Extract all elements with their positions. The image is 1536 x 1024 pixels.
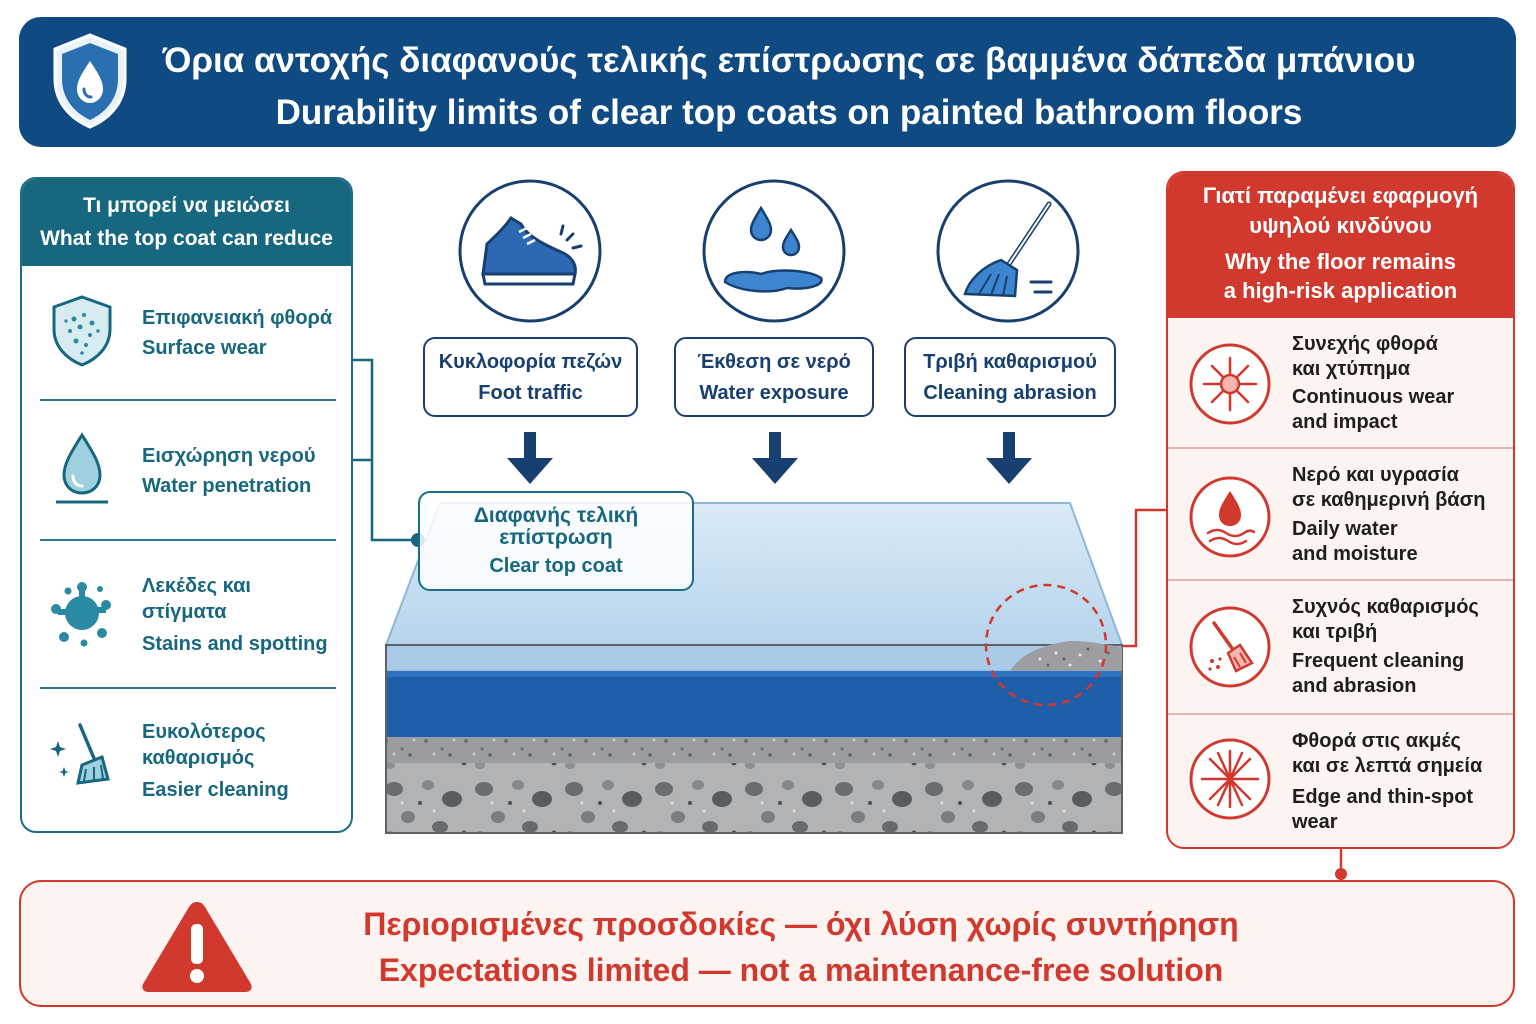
divider xyxy=(40,539,336,541)
risks-title-greek-line2: υψηλού κινδύνου xyxy=(1249,213,1432,238)
banner-greek: Περιορισμένες προσδοκίες — όχι λύση χωρίς συντήρηση xyxy=(363,906,1239,942)
risk-3-greek-line2: και τριβή xyxy=(1292,621,1378,643)
warning-banner xyxy=(19,880,1515,1007)
risks-title-english-line2: a high-risk application xyxy=(1223,278,1458,303)
coat-label-english: Clear top coat xyxy=(489,555,623,577)
risk-item-frequent-cleaning xyxy=(1168,581,1513,713)
risk-2-greek-line2: σε καθημερινή βάση xyxy=(1292,489,1486,511)
risk-1-greek-line1: Συνεχής φθορά xyxy=(1292,333,1438,355)
speckled-shield-icon xyxy=(44,293,120,369)
drop-wave-icon xyxy=(1188,475,1272,559)
risks-title-greek-line1: Γιατί παραμένει εφαρμογή xyxy=(1202,183,1479,208)
factor-2-greek: Έκθεση σε νερό xyxy=(697,351,851,373)
arrow-down-icon xyxy=(984,430,1034,486)
benefits-title-english: What the top coat can reduce xyxy=(40,227,333,250)
factor-1-greek: Κυκλοφορία πεζών xyxy=(438,351,623,373)
benefit-item-surface-wear xyxy=(22,279,351,409)
title-banner xyxy=(19,17,1516,147)
water-puddle-icon xyxy=(701,178,847,324)
risk-2-english-line2: and moisture xyxy=(1292,543,1418,565)
factor-cleaning-abrasion xyxy=(904,337,1116,417)
risk-3-english-line1: Frequent cleaning xyxy=(1292,650,1465,672)
benefit-4-greek-line2: καθαρισμός xyxy=(142,747,255,769)
risk-2-english-line1: Daily water xyxy=(1292,518,1398,540)
factor-3-english: Cleaning abrasion xyxy=(923,382,1097,404)
benefit-2-greek: Εισχώρηση νερού xyxy=(142,445,316,467)
coat-label-greek-line2: επίστρωση xyxy=(499,526,613,549)
clear-top-coat-label xyxy=(418,491,694,591)
benefit-1-greek: Επιφανειακή φθορά xyxy=(142,307,333,329)
factor-1-english: Foot traffic xyxy=(478,382,583,404)
risk-4-english-line2: wear xyxy=(1292,811,1338,833)
title-greek: Όρια αντοχής διαφανούς τελικής επίστρωσης σε βαμμένα δάπεδα μπάνιου xyxy=(162,41,1416,80)
benefit-4-greek-line1: Ευκολότερος xyxy=(142,721,266,743)
benefits-panel-header xyxy=(22,179,351,266)
impact-burst-icon xyxy=(1188,342,1272,426)
benefit-2-english: Water penetration xyxy=(142,475,312,497)
benefit-1-english: Surface wear xyxy=(142,337,267,359)
risk-4-greek-line2: και σε λεπτά σημεία xyxy=(1292,755,1483,777)
risks-panel xyxy=(1166,171,1515,849)
sparkle-broom-icon xyxy=(44,719,120,795)
stain-splat-icon xyxy=(44,575,120,651)
risk-4-greek-line1: Φθορά στις ακμές xyxy=(1292,730,1461,752)
starburst-icon xyxy=(1188,737,1272,821)
risk-item-continuous-wear xyxy=(1168,318,1513,450)
arrow-down-icon xyxy=(505,430,555,486)
benefit-item-stains xyxy=(22,557,351,687)
benefit-4-english: Easier cleaning xyxy=(142,779,289,801)
title-english: Durability limits of clear top coats on painted bathroom floors xyxy=(275,93,1303,132)
risk-1-english-line1: Continuous wear xyxy=(1292,386,1455,408)
risk-item-edge-wear xyxy=(1168,715,1513,847)
factor-foot-traffic xyxy=(423,337,638,417)
factor-water-exposure xyxy=(674,337,874,417)
risks-title-english-line1: Why the floor remains xyxy=(1224,249,1457,274)
benefit-3-greek-line1: Λεκέδες και xyxy=(142,575,251,597)
benefit-item-easier-cleaning xyxy=(22,703,351,833)
risk-item-daily-water xyxy=(1168,449,1513,581)
arrow-down-icon xyxy=(750,430,800,486)
broom-scrub-icon xyxy=(1188,605,1272,689)
risk-3-english-line2: and abrasion xyxy=(1292,675,1417,697)
shoe-icon xyxy=(457,178,603,324)
risk-1-english-line2: and impact xyxy=(1292,411,1398,433)
risk-3-greek-line1: Συχνός καθαρισμός xyxy=(1292,596,1479,618)
benefits-panel xyxy=(20,177,353,833)
benefit-3-greek-line2: στίγματα xyxy=(142,601,227,623)
factor-2-english: Water exposure xyxy=(699,382,849,404)
benefits-title-greek: Τι μπορεί να μειώσει xyxy=(83,194,290,217)
benefit-item-water-penetration xyxy=(22,411,351,541)
coat-label-greek-line1: Διαφανής τελική xyxy=(473,504,639,527)
water-drop-icon xyxy=(44,429,120,505)
risk-1-greek-line2: και χτύπημα xyxy=(1292,358,1411,380)
risk-4-english-line1: Edge and thin-spot xyxy=(1292,786,1474,808)
risk-2-greek-line1: Νερό και υγρασία xyxy=(1292,464,1459,486)
divider xyxy=(40,399,336,401)
mop-icon xyxy=(935,178,1081,324)
factor-3-greek: Τριβή καθαρισμού xyxy=(923,351,1097,373)
banner-english: Expectations limited — not a maintenance-free solution xyxy=(378,952,1224,988)
risks-panel-header xyxy=(1168,173,1513,318)
shield-water-drop-icon xyxy=(49,31,131,131)
divider xyxy=(40,687,336,689)
benefit-3-english: Stains and spotting xyxy=(142,633,328,655)
